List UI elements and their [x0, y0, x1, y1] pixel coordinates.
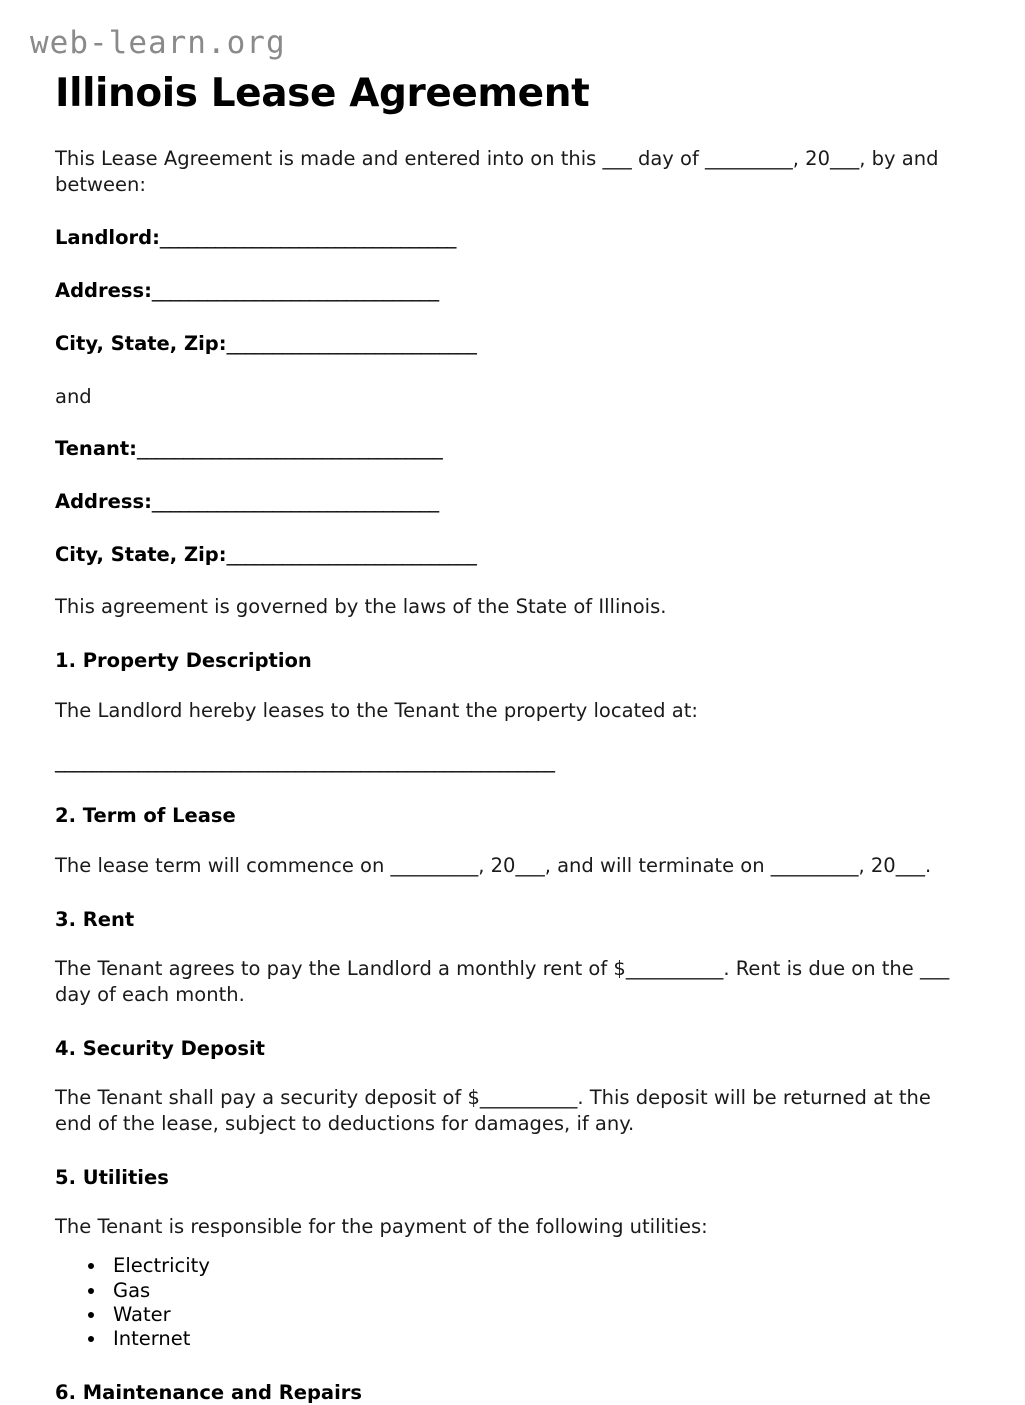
list-item: • Internet	[107, 1327, 970, 1351]
landlord-city-label: City, State, Zip:	[55, 331, 227, 355]
section-body-term-of-lease: The lease term will commence on _________, 20___, and will terminate on _________, 20___.	[55, 853, 932, 877]
list-item: • Water	[107, 1303, 970, 1327]
landlord-name-label: Landlord:	[55, 225, 160, 249]
section-heading-security-deposit: 4. Security Deposit	[55, 1036, 265, 1060]
section-heading-utilities: 5. Utilities	[55, 1165, 169, 1189]
section-body-security-deposit: The Tenant shall pay a security deposit of $__________. This deposit will be returned at the end of the lease, subject to deductions for damages, if any.	[55, 1086, 931, 1136]
section-heading-rent: 3. Rent	[55, 907, 135, 931]
tenant-name-blank[interactable]: _________________________________	[136, 437, 443, 461]
property-address-blank[interactable]: ______________________________________________________	[55, 750, 555, 774]
tenant-address-label: Address:	[55, 490, 152, 514]
tenant-name-label: Tenant:	[55, 437, 137, 461]
landlord-name-field	[55, 225, 970, 251]
governing-law-text: This agreement is governed by the laws of the State of Illinois.	[55, 595, 667, 619]
section-body-utilities: The Tenant is responsible for the payment of the following utilities:	[55, 1215, 708, 1239]
tenant-city-label: City, State, Zip:	[55, 543, 227, 567]
landlord-address-field	[55, 278, 970, 304]
landlord-address-label: Address:	[55, 278, 152, 302]
landlord-address-blank[interactable]: _______________________________	[151, 278, 439, 302]
utilities-list	[55, 1254, 970, 1352]
connector-text: and	[55, 384, 92, 408]
section-body-rent: The Tenant agrees to pay the Landlord a monthly rent of $__________. Rent is due on the ___ day of each month.	[55, 956, 950, 1006]
tenant-city-field	[55, 542, 970, 568]
list-item: • Electricity	[107, 1254, 970, 1278]
tenant-name-field	[55, 436, 970, 462]
page-title: Illinois Lease Agreement	[55, 71, 590, 116]
landlord-city-field	[55, 331, 970, 357]
list-item: • Gas	[107, 1279, 970, 1303]
tenant-city-blank[interactable]: ___________________________	[226, 543, 477, 567]
intro-paragraph: This Lease Agreement is made and entered into on this ___ day of _________, 20___, by and between:	[55, 146, 939, 196]
site-watermark: web-learn.org	[30, 25, 286, 61]
section-heading-term-of-lease: 2. Term of Lease	[55, 804, 236, 828]
section-heading-property-description: 1. Property Description	[55, 649, 312, 673]
tenant-address-field	[55, 489, 970, 515]
tenant-address-blank[interactable]: _______________________________	[151, 490, 439, 514]
section-heading-maintenance-and-repairs: 6. Maintenance and Repairs	[55, 1380, 362, 1404]
landlord-city-blank[interactable]: ___________________________	[226, 331, 477, 355]
section-body-property-description: The Landlord hereby leases to the Tenant the property located at:	[55, 698, 698, 722]
landlord-name-blank[interactable]: ________________________________	[159, 225, 456, 249]
